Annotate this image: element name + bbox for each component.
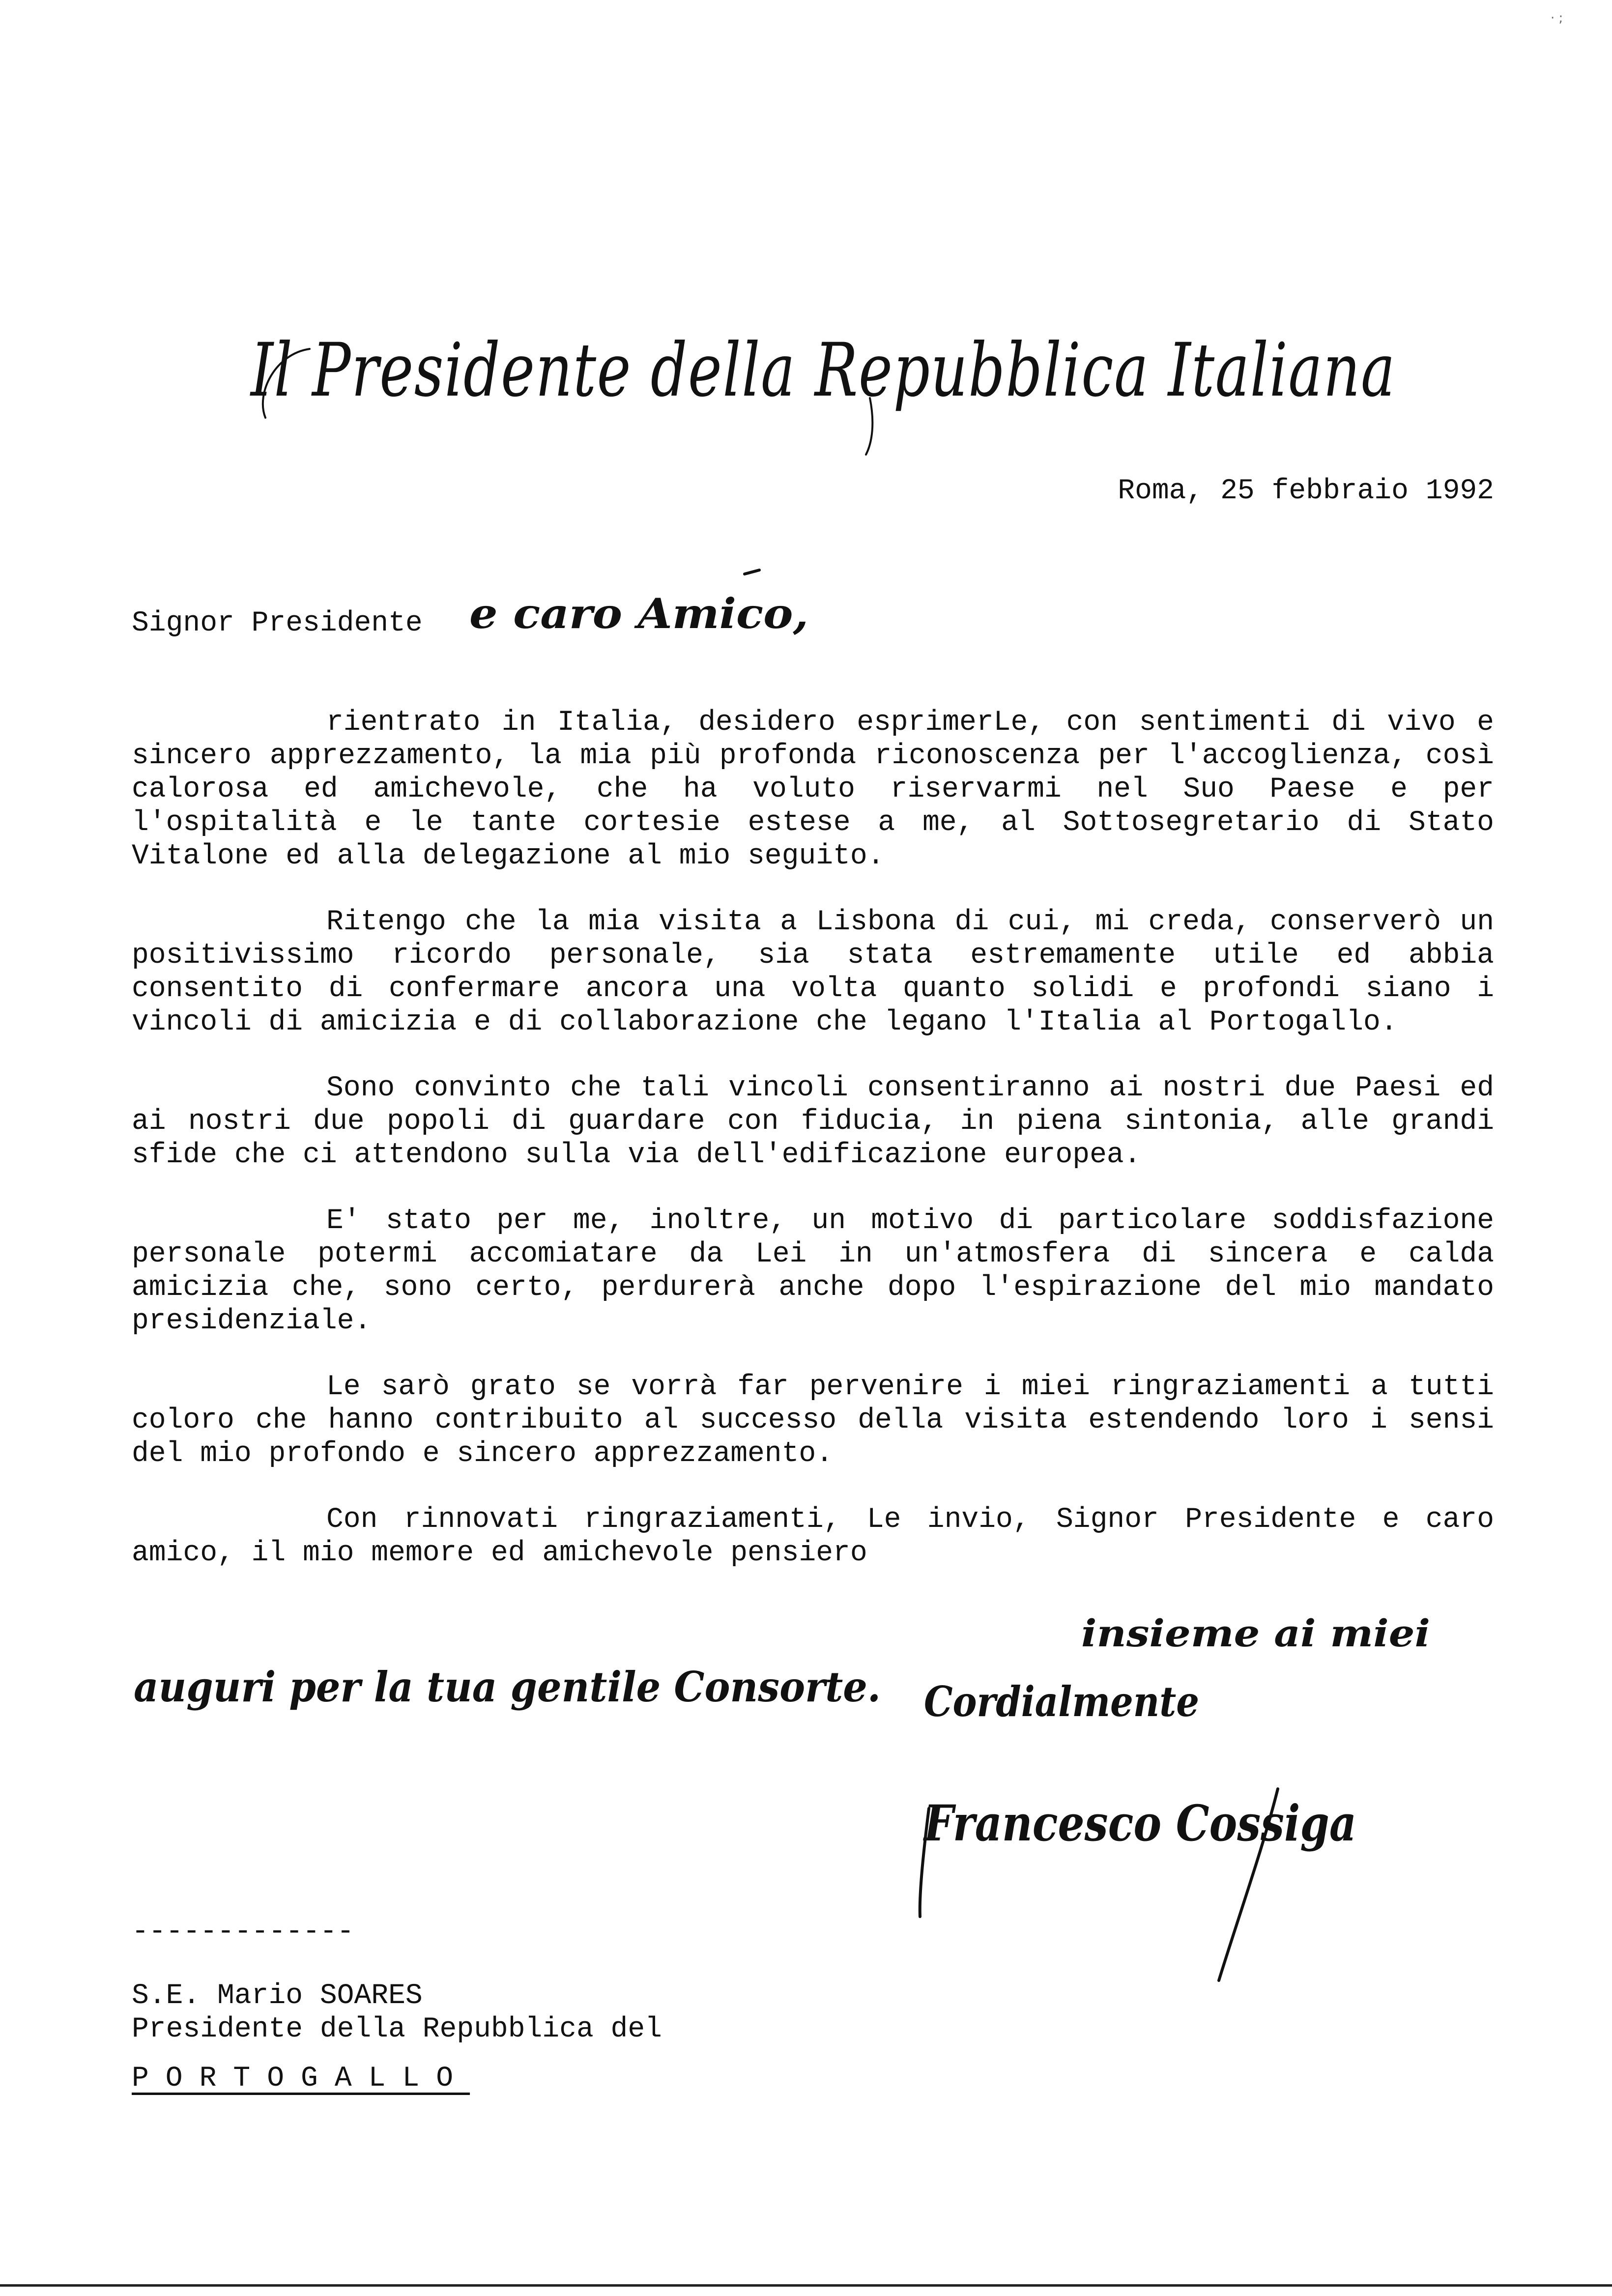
handwriting-accent xyxy=(745,570,759,574)
addressee-block xyxy=(132,1980,662,2095)
addressee-title: Presidente della Repubblica del xyxy=(132,2013,662,2045)
body-paragraph: Le sarò grato se vorrà far pervenire i miei ringraziamenti a tutti coloro che hanno contribuito al successo della visita estendendo loro i sensi del mio profondo e sincero apprezzamento. xyxy=(132,1371,1494,1470)
separator-dashes: ------------- xyxy=(132,1916,354,1948)
body-paragraph: E' stato per me, inoltre, un motivo di particolare soddisfazione personale potermi accomiatare da Lei in un'atmosfera di sincera e calda amicizia che, sono certo, perdurerà anche dopo l'espirazione del mio mandato presidenziale. xyxy=(132,1205,1494,1337)
addressee-country: PORTOGALLO xyxy=(132,2063,470,2095)
scan-artifact: · ; xyxy=(1551,11,1563,26)
body-paragraph: Sono convinto che tali vincoli consentiranno ai nostri due Paesi ed ai nostri due popoli di guardare con fiducia, in piena sintonia, alle grandi sfide che ci attendono sulla via dell'edificazione europea. xyxy=(132,1072,1494,1171)
scan-bottom-edge xyxy=(0,2284,1612,2287)
handwritten-addition-line1: insieme ai miei xyxy=(1081,1611,1430,1655)
date-line: Roma, 25 febbraio 1992 xyxy=(1118,475,1494,507)
handwritten-signature: Francesco Cossiga xyxy=(922,1794,1356,1852)
handwritten-addition-line2: auguri per la tua gentile Consorte. xyxy=(134,1663,881,1711)
addressee-name: S.E. Mario SOARES xyxy=(132,1980,423,2012)
body-paragraph: Con rinnovati ringraziamenti, Le invio, Signor Presidente e caro amico, il mio memore ed amichevole pensiero xyxy=(132,1504,1494,1569)
salutation-handwritten: e caro Amico, xyxy=(469,589,808,638)
salutation-typed: Signor Presidente xyxy=(132,607,423,639)
body-paragraph: rientrato in Italia, desidero esprimerLe, con sentimenti di vivo e sincero apprezzamento, la mia più profonda riconoscenza per l'accoglienza, così calorosa ed amichevole, che ha voluto riservarmi nel Suo Paese e per l'ospitalità e le tante cortesie estese a me, al Sottosegretario di Stato Vitalone ed alla delegazione al mio seguito. xyxy=(132,707,1494,872)
handwritten-valediction: Cordialmente xyxy=(924,1677,1199,1726)
body-paragraph: Ritengo che la mia visita a Lisbona di cui, mi creda, conserverò un positivissimo ricordo personale, sia stata estremamente utile ed abbia consentito di confermare ancora una volta quanto solidi e profondi siano i vincoli di amicizia e di collaborazione che legano l'Italia al Portogallo. xyxy=(132,906,1494,1038)
letterhead-text: Il Presidente della Repubblica Italiana xyxy=(249,328,1396,413)
